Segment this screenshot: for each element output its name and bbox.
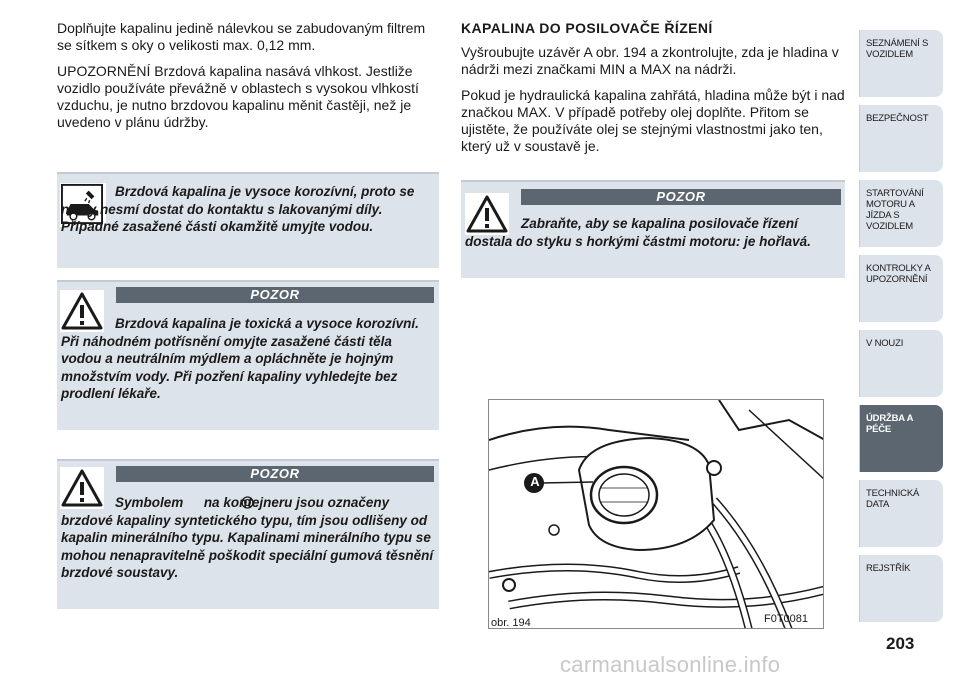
tab-seznameni[interactable]: SEZNÁMENÍ S VOZIDLEM [859, 30, 943, 97]
flammable-warning-text: Zabraňte, aby se kapalina posilovače řízení dostala do styku s horkými částmi motoru: je hořlavá. [465, 216, 811, 249]
pozor-bar: POZOR [116, 287, 434, 303]
paint-warning-box [57, 172, 439, 268]
page-number: 203 [886, 634, 915, 653]
brake-fluid-symbol-icon [187, 496, 200, 509]
toxic-warning-box [57, 280, 439, 430]
paragraph-hot-fluid: Pokud je hydraulická kapalina zahřátá, hladina může být i nad značkou MAX. V případě potřeby olej doplňte. Přitom se ujistěte, že používáte olej se stejnými vlastnostmi jako ten, který už v soustavě je. [461, 87, 845, 154]
pozor-bar: POZOR [116, 466, 434, 482]
tab-bezpecnost[interactable]: BEZPEČNOST [859, 105, 943, 172]
power-steering-reservoir-figure [488, 399, 824, 629]
symbol-warning-text [61, 494, 435, 582]
tab-startovani[interactable]: STARTOVÁNÍ MOTORU A JÍZDA S VOZIDLEM [859, 180, 943, 247]
flammable-warning-box [461, 180, 845, 278]
tab-rejstrik[interactable]: REJSTŘÍK [859, 555, 943, 622]
paint-warning-text: Brzdová kapalina je vysoce korozívní, proto se nikdy nesmí dostat do kontaktu s lakovanými díly. Případné zasažené části okamžitě umyjte vodou. [61, 184, 415, 234]
symbol-warning-box [57, 459, 439, 609]
callout-label-a: A [530, 474, 540, 489]
paragraph-check-level: Vyšroubujte uzávěr A obr. 194 a zkontrolujte, zda je hladina v nádrži mezi značkami MIN a MAX na nádrži. [461, 44, 839, 77]
tab-v-nouzi[interactable]: V NOUZI [859, 330, 943, 397]
watermark: carmanualsonline.info [560, 652, 781, 677]
symbol-text-end: na kontejneru jsou označeny brzdové kapaliny syntetického typu, tím jsou odlišeny od kapalin minerálního typu. Kapalinami minerálního typu se mohou nenapravitelně poškodit speciální gumová těsnění brzdové soustavy. [61, 495, 434, 580]
paragraph-filter: Doplňujte kapalinu jedině nálevkou se zabudovaným filtrem se sítkem s oky o velikosti max. 0,12 mm. [57, 20, 426, 53]
figure-code: F0T0081 [764, 613, 809, 625]
pozor-bar: POZOR [521, 189, 841, 205]
tab-technicka-data[interactable]: TECHNICKÁ DATA [859, 480, 943, 547]
figure-caption: obr. 194 [491, 617, 531, 629]
toxic-warning-text: Brzdová kapalina je toxická a vysoce korozívní. Při náhodném potřísnění omyjte zasažené části těla vodou a neutrálním mýdlem a opláchněte je hojným množstvím vody. Při pozření kapaliny vyhledejte bez prodlení lékaře. [61, 316, 419, 401]
right-column [461, 20, 846, 164]
left-column [57, 20, 441, 140]
tab-kontrolky[interactable]: KONTROLKY A UPOZORNĚNÍ [859, 255, 943, 322]
tab-udrzba-active[interactable]: ÚDRŽBA A PÉČE [859, 405, 943, 472]
paragraph-upozorneni: UPOZORNĚNÍ Brzdová kapalina nasává vlhkost. Jestliže vozidlo používáte převážně v oblastech s vysokou vlhkostí vzduchu, je nutno brzdovou kapalinu měnit častěji, než je uvedeno v plánu údržby. [57, 63, 419, 130]
symbol-text-start: Symbolem [115, 495, 184, 510]
section-heading: KAPALINA DO POSILOVAČE ŘÍZENÍ [461, 20, 713, 36]
